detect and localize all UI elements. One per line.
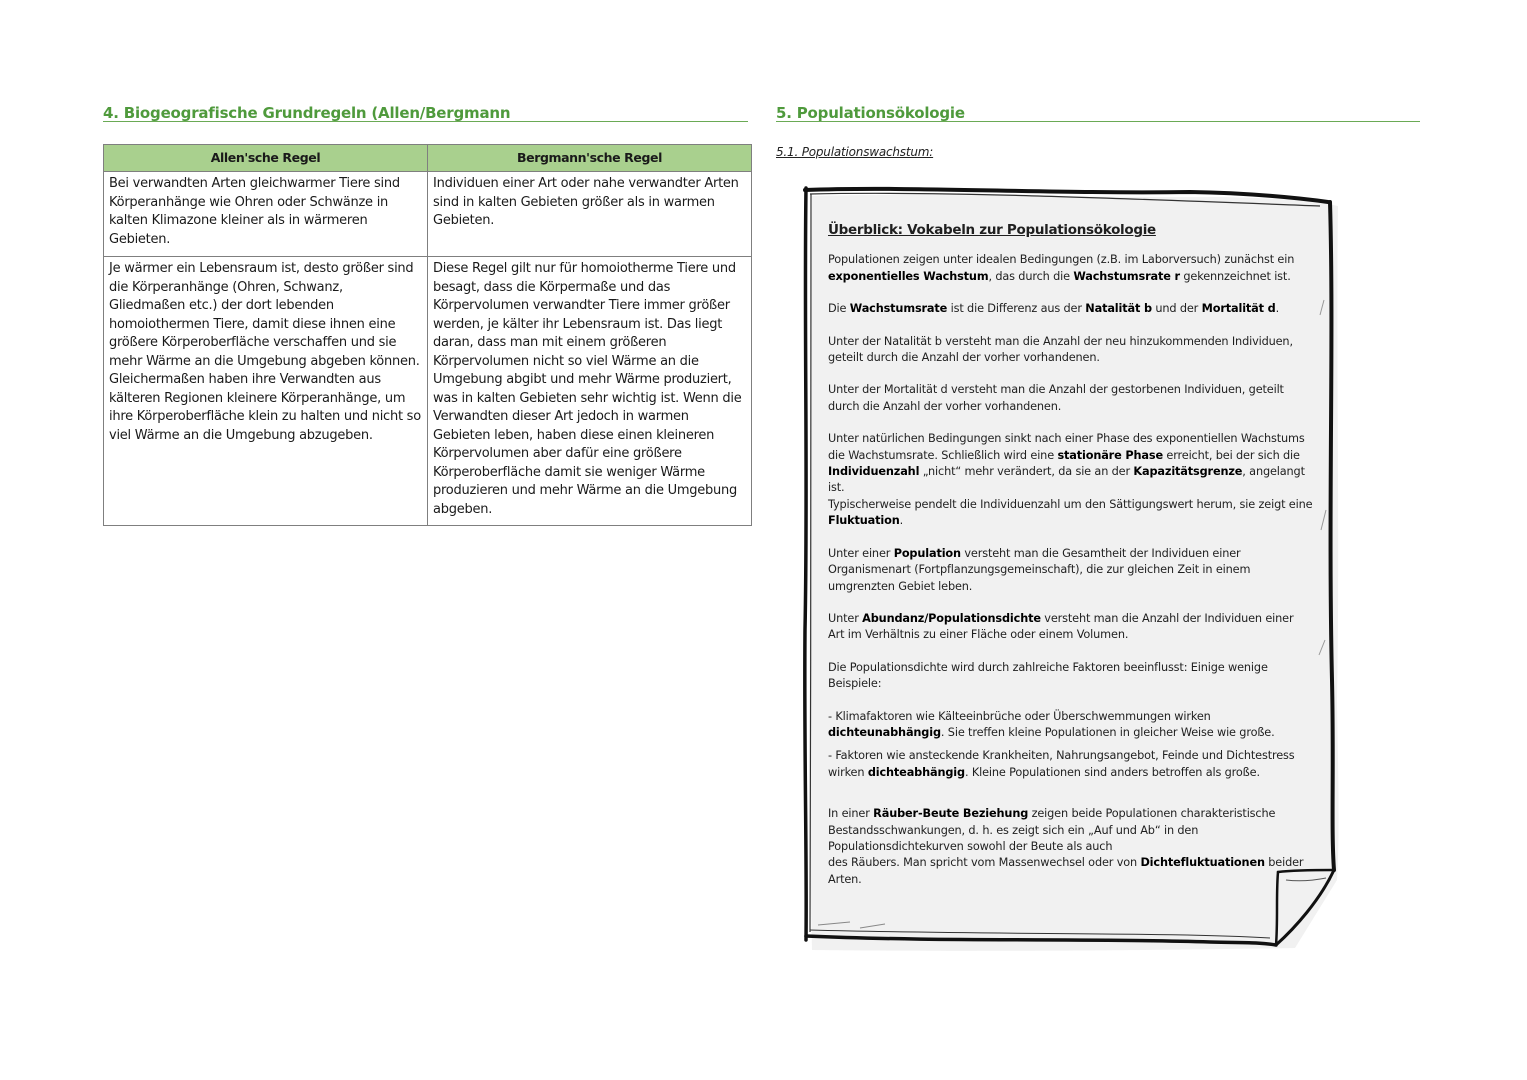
text: Unter — [828, 611, 863, 625]
paragraph-growth-rate — [828, 301, 1313, 317]
paragraph-predator-prey — [828, 806, 1313, 888]
text: . — [1275, 302, 1280, 316]
text: . — [899, 514, 904, 528]
section-4-rule — [103, 121, 748, 122]
text: - Faktoren wie ansteckende Krankheiten, Nahrungsangebot, Feinde und Dichtestress wirken — [828, 749, 1295, 779]
subsection-title: 5.1. Populationswachstum: — [776, 145, 934, 159]
cell-bergmann-explanation: Diese Regel gilt nur für homoiotherme Tiere und besagt, dass die Körpermaße und das Körpervolumen verwandter Tiere immer größer werden, je kälter ihr Lebensraum ist. Das liegt daran, dass man mit einem größeren Körpervolumen nicht so viel Wärme an die Umgebung abgibt und mehr Wärme produziert, was in kalten Gebieten sehr wichtig ist. Wenn die Verwandten dieser Art jedoch in warmen Gebieten leben, haben diese einen kleineren Körpervolumen aber dafür eine größere Körperoberfläche damit sie weniger Wärme produzieren und mehr Wärme an die Umgebung abgeben. — [428, 257, 752, 526]
rules-table — [103, 144, 752, 526]
text: - Klimafaktoren wie Kälteeinbrüche oder Überschwemmungen wirken — [828, 709, 1211, 723]
term-density-dependent: dichteabhängig — [867, 765, 965, 779]
paragraph-abundance — [828, 611, 1313, 644]
paragraph-mortality: Unter der Mortalität d versteht man die Anzahl der gestorbenen Individuen, geteilt durch die Anzahl der vorher vorhandenen. — [828, 383, 1284, 413]
text: . Kleine Populationen sind anders betroffen als große. — [964, 765, 1260, 779]
term-density-fluctuations: Dichtefluktuationen — [1140, 856, 1265, 870]
text: Unter einer — [828, 546, 894, 560]
header-bergmann: Bergmann'sche Regel — [428, 145, 752, 172]
term-mortality: Mortalität d — [1201, 302, 1276, 316]
term-natality: Natalität b — [1085, 302, 1152, 316]
text: Die — [828, 302, 850, 316]
term-individual-count: Individuenzahl — [828, 465, 920, 479]
paragraph-natality: Unter der Natalität b versteht man die Anzahl der neu hinzukommenden Individuen, geteilt durch die Anzahl der vorher vorhandenen. — [828, 334, 1293, 365]
text: zeigen beide Populationen charakteristische Bestandsschwankungen, d. h. es zeigt sich ein „Auf und Ab“ in den Populationsdichtekurven sowohl der Beute als auch — [828, 807, 1276, 853]
text: erreicht, bei der sich die — [1162, 448, 1300, 462]
text: des Räubers. Man spricht vom Massenwechsel oder von — [828, 856, 1141, 870]
section-5-rule — [776, 121, 1420, 122]
paper-content — [828, 222, 1313, 904]
text: Populationen zeigen unter idealen Bedingungen (z.B. im Laborversuch) zunächst ein — [828, 253, 1295, 267]
term-population: Population — [893, 546, 961, 560]
paragraph-exponential-growth — [828, 252, 1313, 285]
paragraph-density-independent — [828, 709, 1313, 742]
text: . Sie treffen kleine Populationen in gleicher Weise wie große. — [940, 725, 1275, 739]
text: Unter natürlichen Bedingungen sinkt nach einer Phase des exponentiellen Wachstums die Wachstumsrate. Schließlich wird eine — [828, 432, 1305, 462]
term-capacity-limit: Kapazitätsgrenze — [1133, 465, 1243, 479]
paragraph-density-factors: Die Populationsdichte wird durch zahlreiche Faktoren beeinflusst: Einige wenige Beispiele: — [828, 660, 1268, 691]
table-header-row — [104, 145, 752, 172]
term-growth-rate: Wachstumsrate — [849, 302, 948, 316]
section-5-title: 5. Populationsökologie — [776, 104, 965, 122]
term-predator-prey: Räuber-Beute Beziehung — [873, 807, 1029, 821]
cell-bergmann-definition: Individuen einer Art oder nahe verwandter Arten sind in kalten Gebieten größer als in warmen Gebieten. — [428, 172, 752, 257]
section-4-title: 4. Biogeografische Grundregeln (Allen/Bergmann — [103, 104, 511, 122]
table-row — [104, 172, 752, 257]
text: gekennzeichnet ist. — [1179, 269, 1291, 283]
text: beider Arten. — [828, 856, 1304, 886]
table-row — [104, 257, 752, 526]
text: , das durch die — [988, 269, 1074, 283]
term-growth-rate-r: Wachstumsrate r — [1073, 269, 1180, 283]
text: versteht man die Gesamtheit der Individuen einer Organismenart (Fortpflanzungsgemeinschaft), die zur gleichen Zeit in einem umgrenzten Gebiet leben. — [828, 546, 1251, 593]
term-stationary-phase: stationäre Phase — [1057, 448, 1163, 462]
text: „nicht“ mehr verändert, da sie an der — [919, 465, 1134, 479]
text: In einer — [828, 807, 874, 821]
text: Typischerweise pendelt die Individuenzahl um den Sättigungswert herum, sie zeigt eine — [828, 497, 1313, 511]
term-fluctuation: Fluktuation — [828, 514, 900, 528]
term-abundance: Abundanz/Populationsdichte — [862, 611, 1041, 625]
paragraph-density-dependent — [828, 748, 1313, 781]
term-density-independent: dichteunabhängig — [828, 725, 941, 739]
paragraph-stationary-phase — [828, 431, 1313, 529]
cell-allen-definition: Bei verwandten Arten gleichwarmer Tiere sind Körperanhänge wie Ohren oder Schwänze in kalten Klimazone kleiner als in wärmeren Gebieten. — [104, 172, 428, 257]
term-exponential-growth: exponentielles Wachstum — [828, 269, 989, 283]
header-allen: Allen'sche Regel — [104, 145, 428, 172]
text: versteht man die Anzahl der Individuen einer Art im Verhältnis zu einer Fläche oder einem Volumen. — [828, 611, 1294, 642]
text: , angelangt ist. — [828, 465, 1305, 495]
cell-allen-explanation: Je wärmer ein Lebensraum ist, desto größer sind die Körperanhänge (Ohren, Schwanz, Gliedmaßen etc.) der dort lebenden homoiothermen Tiere, damit diese ihnen eine größere Körperoberfläche verschaffen und sie mehr Wärme an die Umgebung abgeben können. Gleichermaßen haben ihre Verwandten aus kälteren Regionen kleinere Körperanhänge, um ihre Körperoberfläche klein zu halten und nicht so viel Wärme an die Umgebung abzugeben. — [104, 257, 428, 526]
paper-heading: Überblick: Vokabeln zur Populationsökologie — [828, 222, 1156, 238]
text: und der — [1151, 302, 1202, 316]
paragraph-population — [828, 546, 1313, 595]
text: ist die Differenz aus der — [947, 302, 1086, 316]
